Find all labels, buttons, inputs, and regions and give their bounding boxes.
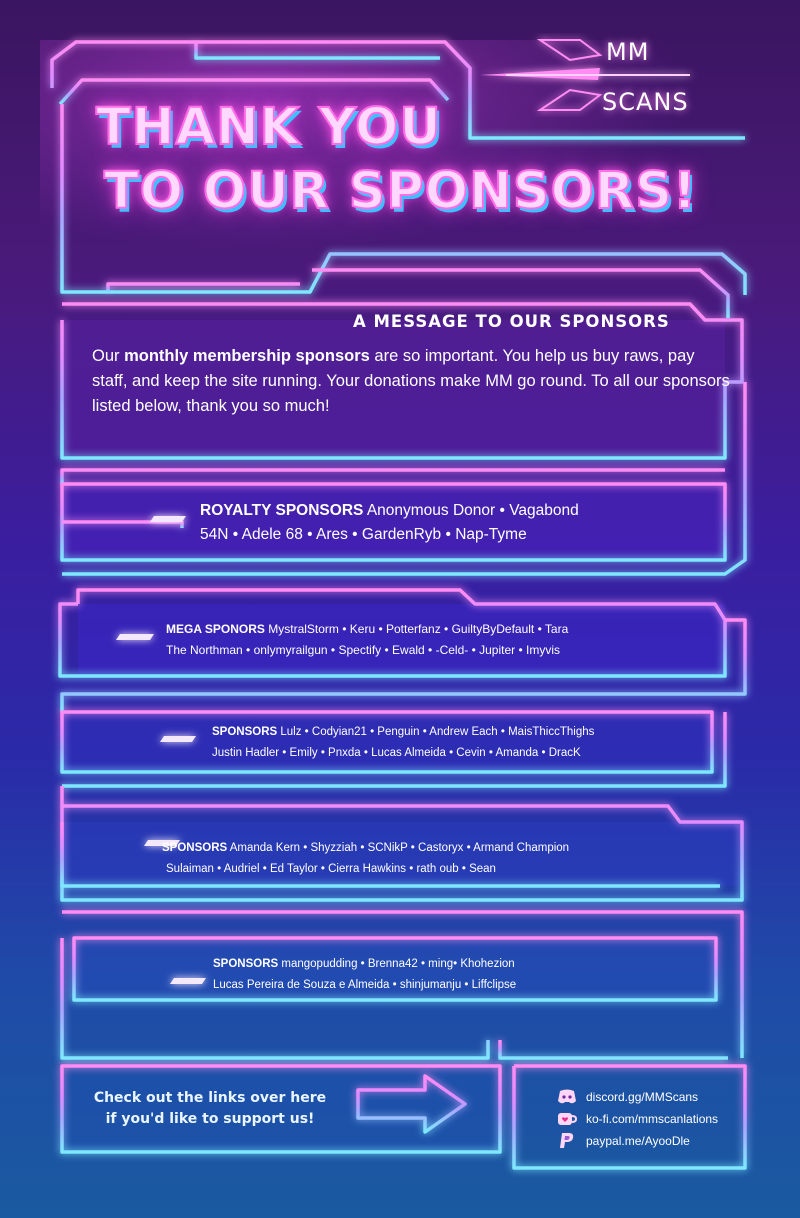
sponsors1-line1 [212, 726, 594, 738]
royalty-line1 [200, 502, 579, 520]
logo-line1: MM [606, 38, 650, 66]
message-body-pre: Our [92, 347, 125, 365]
paypal-icon [556, 1132, 578, 1150]
tier-names: mangopudding • Brenna42 • ming• Khohezion [278, 958, 515, 970]
sponsors2-line2: Sulaiman • Audriel • Ed Taylor • Cierra Hawkins • rath oub • Sean [166, 863, 496, 875]
tier-names: MystralStorm • Keru • Potterfanz • GuiltyByDefault • Tara [264, 622, 569, 636]
tier-names: Anonymous Donor • Vagabond [363, 502, 579, 519]
call-to-action [60, 1088, 360, 1130]
tier-names: Lulz • Codyian21 • Penguin • Andrew Each • MaisThiccThighs [277, 726, 595, 738]
title-line2: TO OUR SPONSORS! [104, 162, 698, 221]
link-text[interactable]: ko-fi.com/mmscanlations [586, 1112, 719, 1126]
link-paypal[interactable] [556, 1132, 690, 1150]
tier-label: SPONSORS [212, 726, 278, 738]
cta-line1: Check out the links over here [93, 1090, 327, 1106]
sponsors2-line1 [162, 842, 569, 854]
tier-label: MEGA SPONORS [166, 622, 265, 636]
message-body-post: are so important. You help us buy raws, pay staff, and keep the site running. Your donations make MM go round. To all our sponsors listed below, thank you so much! [92, 347, 730, 415]
link-discord[interactable] [556, 1088, 698, 1106]
discord-icon [556, 1088, 578, 1106]
sponsors3-line2: Lucas Pereira de Souza e Almeida • shinjumanju • Liffclipse [213, 979, 517, 991]
title-line1: THANK YOU [96, 98, 442, 157]
link-text[interactable]: discord.gg/MMScans [586, 1090, 699, 1104]
logo-line2: SCANS [602, 88, 689, 116]
tier-label: SPONSORS [162, 842, 228, 854]
tier-label: SPONSORS [213, 958, 279, 970]
mega-line1 [166, 622, 568, 636]
message-heading: A MESSAGE TO OUR SPONSORS [353, 312, 670, 331]
kofi-icon [556, 1110, 578, 1128]
sponsors3-line1 [213, 958, 515, 970]
royalty-line2: 54N • Adele 68 • Ares • GardenRyb • Nap-Tyme [200, 526, 527, 543]
tier-label: ROYALTY SPONSORS [200, 502, 364, 519]
message-body [92, 344, 732, 419]
tier-names: Amanda Kern • Shyzziah • SCNikP • Castoryx • Armand Champion [227, 842, 570, 854]
sponsors1-line2: Justin Hadler • Emily • Pnxda • Lucas Almeida • Cevin • Amanda • DracK [212, 747, 581, 759]
mega-line2: The Northman • onlymyrailgun • Spectify • Ewald • -Celd- • Jupiter • Imyvis [166, 643, 561, 657]
message-body-bold: monthly membership sponsors [124, 347, 370, 365]
cta-line2: if you'd like to support us! [105, 1111, 315, 1127]
link-kofi[interactable] [556, 1110, 718, 1128]
link-text[interactable]: paypal.me/AyooDle [586, 1134, 690, 1148]
